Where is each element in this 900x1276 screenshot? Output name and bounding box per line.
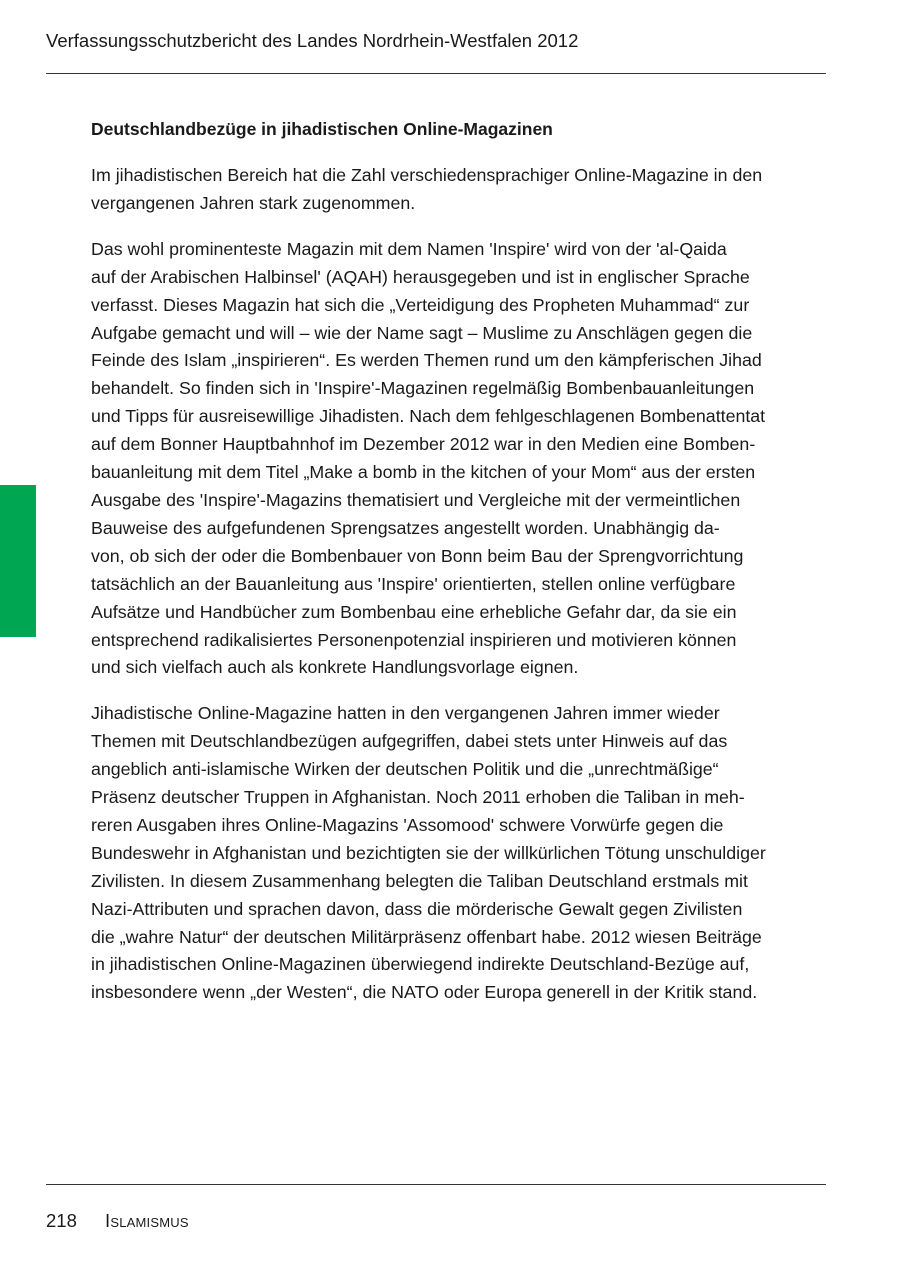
header-divider <box>46 73 826 74</box>
text-line: tatsächlich an der Bauanleitung aus 'Inspire' orientierten, stellen online verfügbare <box>91 573 736 594</box>
section-heading: Deutschlandbezüge in jihadistischen Online-Magazinen <box>91 119 553 139</box>
text-line: Themen mit Deutschlandbezügen aufgegriffen, dabei stets unter Hinweis auf das <box>91 731 728 752</box>
text-line: Im jihadistischen Bereich hat die Zahl verschiedensprachiger Online-Magazine in den <box>91 165 763 185</box>
text-line: Das wohl prominenteste Magazin mit dem Namen 'Inspire' wird von der 'al-Qaida <box>91 238 727 259</box>
text-line: behandelt. So finden sich in 'Inspire'-Magazinen regelmäßig Bombenbauanleitungen <box>91 378 755 399</box>
text-line: angeblich anti-islamische Wirken der deutschen Politik und die „unrechtmäßige“ <box>91 759 719 780</box>
text-line: Bundeswehr in Afghanistan und bezichtigten sie der willkürlichen Tötung unschuldiger <box>91 842 766 863</box>
text-line: die „wahre Natur“ der deutschen Militärpräsenz offenbart habe. 2012 wiesen Beiträge <box>91 926 762 947</box>
paragraph <box>91 236 831 683</box>
text-line: entsprechend radikalisiertes Personenpotenzial inspirieren und motivieren können <box>91 629 737 650</box>
chapter-name: Islamismus <box>105 1210 189 1231</box>
text-line: vergangenen Jahren stark zugenommen. <box>91 192 416 213</box>
running-header-title: Verfassungsschutzbericht des Landes Nordrhein-Westfalen 2012 <box>46 30 579 51</box>
text-line: Präsenz deutscher Truppen in Afghanistan. Noch 2011 erhoben die Taliban in meh- <box>91 787 745 808</box>
text-line: von, ob sich der oder die Bombenbauer von Bonn beim Bau der Sprengvorrichtung <box>91 545 744 566</box>
text-line: Feinde des Islam „inspirieren“. Es werden Themen rund um den kämpferischen Jihad <box>91 350 762 371</box>
text-line: insbesondere wenn „der Westen“, die NATO oder Europa generell in der Kritik stand. <box>91 982 758 1003</box>
footer-divider <box>46 1184 826 1185</box>
text-line: auf dem Bonner Hauptbahnhof im Dezember 2012 war in den Medien eine Bomben- <box>91 434 756 455</box>
body-text <box>91 162 831 1007</box>
text-line: und sich vielfach auch als konkrete Handlungsvorlage eignen. <box>91 657 579 678</box>
text-line: Zivilisten. In diesem Zusammenhang belegten die Taliban Deutschland erstmals mit <box>91 870 748 891</box>
text-line: reren Ausgaben ihres Online-Magazins 'Assomood' schwere Vorwürfe gegen die <box>91 814 724 835</box>
text-line: Jihadistische Online-Magazine hatten in den vergangenen Jahren immer wieder <box>91 703 720 724</box>
page-number: 218 <box>46 1210 77 1231</box>
text-line: Bauweise des aufgefundenen Sprengsatzes angestellt worden. Unabhängig da- <box>91 517 720 538</box>
text-line: auf der Arabischen Halbinsel' (AQAH) herausgegeben und ist in englischer Sprache <box>91 266 750 287</box>
text-line: Ausgabe des 'Inspire'-Magazins thematisiert und Vergleiche mit der vermeintlichen <box>91 489 741 510</box>
text-line: Aufgabe gemacht und will – wie der Name sagt – Muslime zu Anschlägen gegen die <box>91 322 753 343</box>
chapter-thumb-tab <box>0 485 36 637</box>
paragraph <box>91 162 831 218</box>
text-line: Nazi-Attributen und sprachen davon, dass die mörderische Gewalt gegen Zivilisten <box>91 898 743 919</box>
main-content <box>91 116 831 1025</box>
text-line: verfasst. Dieses Magazin hat sich die „Verteidigung des Propheten Muhammad“ zur <box>91 294 750 315</box>
text-line: und Tipps für ausreisewillige Jihadisten. Nach dem fehlgeschlagenen Bombenattentat <box>91 406 766 427</box>
text-line: bauanleitung mit dem Titel „Make a bomb in the kitchen of your Mom“ aus der ersten <box>91 462 756 483</box>
paragraph <box>91 700 831 1007</box>
text-line: Aufsätze und Handbücher zum Bombenbau eine erhebliche Gefahr dar, da sie ein <box>91 601 737 622</box>
text-line: in jihadistischen Online-Magazinen überwiegend indirekte Deutschland-Bezüge auf, <box>91 954 750 975</box>
